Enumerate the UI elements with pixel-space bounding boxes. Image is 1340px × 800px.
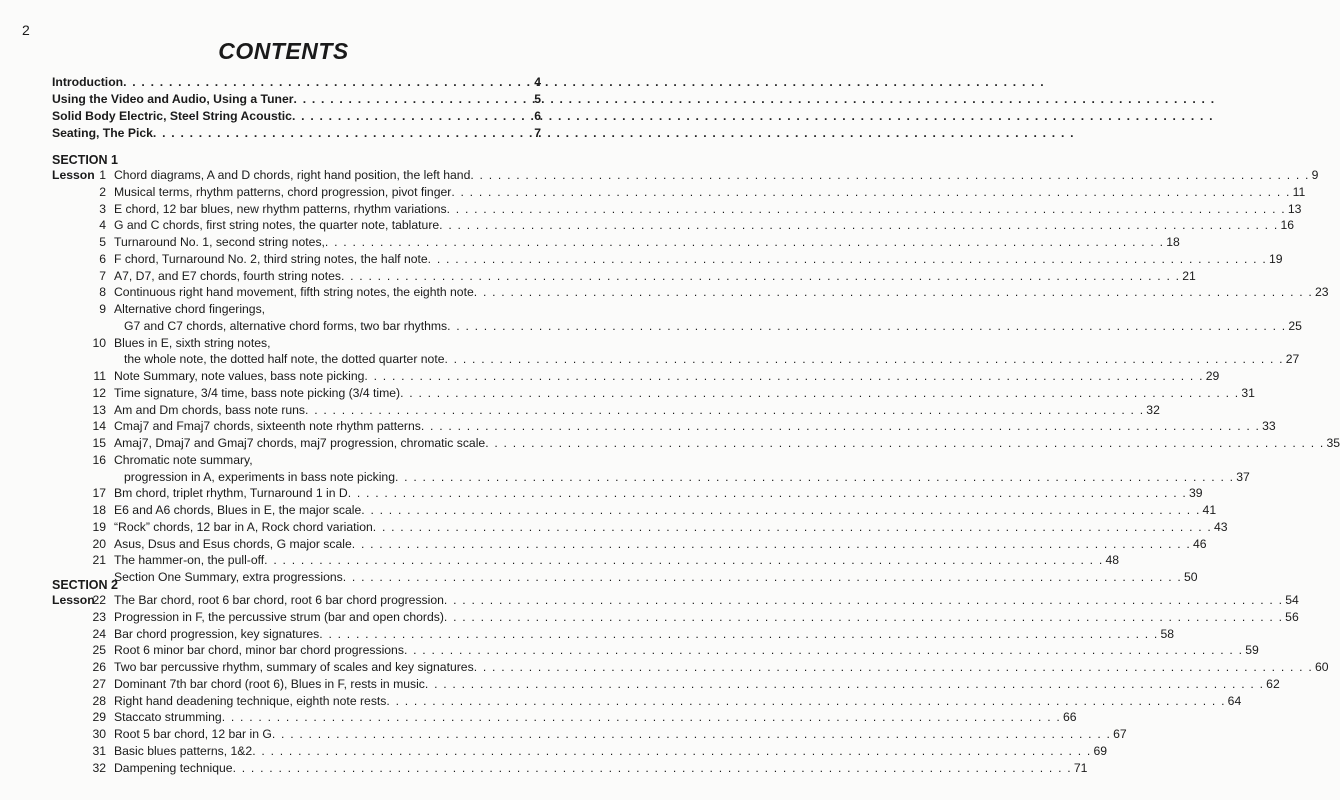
- leader-dots: [386, 693, 1225, 710]
- lesson-title: F chord, Turnaround No. 2, third string notes, the half note: [114, 251, 428, 266]
- lesson-number: 9: [99, 302, 106, 316]
- lesson-row[interactable]: [52, 469, 1250, 486]
- lesson-title: Dampening technique: [114, 760, 233, 775]
- leader-dots: [319, 626, 1158, 643]
- lesson-page: 25: [1288, 318, 1302, 333]
- lesson-number: 5: [99, 235, 106, 249]
- lesson-row[interactable]: [52, 659, 1329, 676]
- entry-page: 7: [534, 125, 541, 140]
- lesson-title: Bar chord progression, key signatures: [114, 626, 320, 641]
- entry-text: Solid Body Electric, Steel String Acoustic: [52, 108, 292, 123]
- leader-dots: [364, 368, 1203, 385]
- entry-text: Using the Video and Audio, Using a Tuner: [52, 91, 294, 106]
- leader-dots: [395, 469, 1234, 486]
- lesson-row[interactable]: [52, 217, 1294, 234]
- leader-dots: [444, 609, 1283, 626]
- lesson-row[interactable]: [52, 368, 1220, 385]
- leader-dots: [474, 659, 1313, 676]
- lesson-row[interactable]: [52, 167, 1319, 184]
- leader-dots: [445, 351, 1284, 368]
- leader-dots: [404, 642, 1243, 659]
- lesson-title: E6 and A6 chords, Blues in E, the major scale: [114, 503, 362, 517]
- lesson-title: Asus, Dsus and Esus chords, G major scale: [114, 536, 352, 551]
- lesson-title: Root 5 bar chord, 12 bar in G: [114, 727, 272, 741]
- lesson-row[interactable]: [52, 519, 1228, 536]
- lesson-row[interactable]: [52, 452, 541, 469]
- lesson-title: Time signature, 3/4 time, bass note picking (3/4 time): [114, 385, 401, 400]
- lesson-row[interactable]: [52, 592, 1299, 609]
- lesson-page: 69: [1093, 743, 1108, 758]
- toc-entry[interactable]: [52, 91, 541, 108]
- lesson-title: Chord diagrams, A and D chords, right hand position, the left hand: [114, 168, 471, 182]
- lesson-title: Continuous right hand movement, fifth string notes, the eighth note: [114, 285, 474, 300]
- lesson-page: 18: [1166, 235, 1180, 249]
- lesson-title: Note Summary, note values, bass note picking: [114, 369, 365, 383]
- lesson-row[interactable]: [52, 335, 541, 352]
- lesson-page: 60: [1314, 660, 1329, 674]
- entry-page: 4: [534, 75, 541, 89]
- leader-dots: [222, 709, 1061, 726]
- leader-dots: [485, 435, 1324, 452]
- lesson-row[interactable]: [52, 726, 1127, 743]
- lesson-number: 22: [92, 593, 106, 607]
- leader-dots: [444, 592, 1283, 609]
- lesson-number: 30: [92, 727, 106, 741]
- lesson-title: Staccato strumming: [114, 710, 222, 725]
- lesson-page: 13: [1287, 201, 1302, 216]
- leader-dots: [348, 485, 1187, 502]
- leader-dots: [425, 676, 1264, 693]
- lesson-page: 50: [1184, 570, 1198, 584]
- lesson-page: 21: [1182, 268, 1196, 283]
- leader-dots: [341, 268, 1180, 285]
- leader-dots: [233, 760, 1072, 777]
- lesson-number: 12: [92, 385, 106, 400]
- lesson-title: A7, D7, and E7 chords, fourth string notes: [114, 268, 341, 283]
- lesson-title: Amaj7, Dmaj7 and Gmaj7 chords, maj7 progression, chromatic scale: [114, 436, 486, 450]
- lesson-title: G7 and C7 chords, alternative chord forms, two bar rhythms: [124, 318, 448, 333]
- lesson-row[interactable]: [52, 184, 1306, 201]
- toc-entry[interactable]: [52, 125, 541, 142]
- lesson-page: 56: [1285, 609, 1299, 624]
- lesson-title: E chord, 12 bar blues, new rhythm patterns, rhythm variations: [114, 201, 447, 216]
- lesson-page: 19: [1268, 251, 1283, 266]
- lesson-page: 48: [1105, 553, 1119, 568]
- lesson-title: The Bar chord, root 6 bar chord, root 6 bar chord progression: [114, 593, 444, 607]
- lesson-row[interactable]: [52, 709, 1077, 726]
- leader-dots: [451, 184, 1290, 201]
- lesson-row[interactable]: [52, 435, 1340, 452]
- section-heading: SECTION 1: [52, 153, 118, 167]
- lesson-row[interactable]: [52, 318, 1302, 335]
- lesson-row[interactable]: [52, 642, 1259, 659]
- lesson-number: 27: [92, 676, 106, 691]
- leader-dots: [447, 201, 1286, 218]
- lesson-row[interactable]: [52, 251, 1283, 268]
- lesson-number: 2: [99, 184, 106, 199]
- lesson-title: Section One Summary, extra progressions: [114, 570, 343, 584]
- lesson-title: Bm chord, triplet rhythm, Turnaround 1 in D: [114, 486, 348, 501]
- lesson-number: 7: [99, 268, 106, 283]
- lesson-number: 1: [99, 168, 106, 182]
- lesson-row[interactable]: [52, 268, 1196, 285]
- lesson-title: “Rock” chords, 12 bar in A, Rock chord variation: [114, 519, 373, 534]
- lesson-page: 35: [1326, 436, 1340, 450]
- leader-dots: [439, 217, 1278, 234]
- lesson-number: 13: [92, 402, 106, 417]
- lesson-page: 54: [1285, 593, 1299, 607]
- lesson-page: 27: [1285, 352, 1300, 367]
- lesson-title: Right hand deadening technique, eighth note rests: [114, 693, 387, 708]
- lesson-title: Chromatic note summary,: [114, 452, 253, 467]
- lesson-page: 58: [1160, 626, 1175, 641]
- lesson-number: 23: [92, 609, 106, 624]
- lesson-title: Progression in F, the percussive strum (bar and open chords): [114, 609, 444, 624]
- lesson-page: 37: [1236, 469, 1250, 484]
- lesson-page: 11: [1292, 184, 1306, 199]
- lesson-number: 19: [92, 519, 106, 534]
- lesson-row[interactable]: [52, 552, 1119, 569]
- leader-dots: [361, 502, 1200, 519]
- lesson-row[interactable]: [52, 536, 1207, 553]
- lesson-number: 20: [92, 536, 106, 551]
- lesson-number: 8: [99, 285, 106, 300]
- lesson-number: 29: [92, 710, 106, 725]
- lesson-page: 9: [1311, 168, 1319, 182]
- leader-dots: [352, 536, 1191, 553]
- lesson-row[interactable]: [52, 485, 1203, 502]
- lesson-row[interactable]: [52, 301, 541, 318]
- leader-dots: [474, 284, 1313, 301]
- entry-page: 5: [534, 91, 541, 106]
- leader-dots: [447, 318, 1286, 335]
- leader-dots: [421, 418, 1260, 435]
- lesson-number: 32: [92, 760, 106, 775]
- lesson-page: 43: [1214, 519, 1228, 534]
- lesson-page: 32: [1146, 402, 1160, 417]
- lesson-page: 29: [1205, 369, 1220, 383]
- lesson-row[interactable]: [52, 743, 1108, 760]
- toc-entry[interactable]: [52, 74, 541, 91]
- lesson-number: 24: [92, 626, 106, 641]
- lesson-title: Dominant 7th bar chord (root 6), Blues in F, rests in music: [114, 676, 425, 691]
- leader-dots: [373, 519, 1212, 536]
- lesson-title: The hammer-on, the pull-off: [114, 553, 265, 568]
- entry-text: Introduction: [52, 75, 124, 89]
- lesson-title: progression in A, experiments in bass note picking: [124, 469, 395, 484]
- toc-entry[interactable]: [52, 108, 541, 125]
- lesson-title: the whole note, the dotted half note, the dotted quarter note: [124, 352, 445, 367]
- lesson-label: Lesson: [52, 168, 95, 182]
- section-heading: SECTION 2: [52, 578, 118, 592]
- lesson-label: Lesson: [52, 593, 95, 607]
- lesson-title: Turnaround No. 1, second string notes,: [114, 235, 325, 249]
- lesson-number: 4: [99, 218, 106, 233]
- lesson-page: 41: [1202, 503, 1217, 517]
- lesson-number: 10: [92, 335, 106, 350]
- lesson-title: Alternative chord fingerings,: [114, 302, 266, 316]
- lesson-number: 31: [92, 743, 106, 758]
- leader-dots: [252, 743, 1091, 760]
- lesson-title: Am and Dm chords, bass note runs: [114, 402, 306, 417]
- lesson-row[interactable]: [52, 676, 1280, 693]
- leader-dots: [264, 552, 1103, 569]
- lesson-page: 31: [1241, 385, 1255, 400]
- lesson-list: [52, 592, 1329, 776]
- entry-text: Seating, The Pick: [52, 125, 153, 140]
- lesson-title: Blues in E, sixth string notes,: [114, 335, 271, 350]
- lesson-title: Two bar percussive rhythm, summary of scales and key signatures: [114, 660, 474, 674]
- lesson-number: 11: [93, 369, 106, 383]
- section-1: [52, 153, 1340, 584]
- lesson-row[interactable]: [52, 284, 1329, 301]
- lesson-number: 15: [92, 436, 106, 450]
- leader-dots: [272, 726, 1111, 743]
- lesson-row[interactable]: [52, 402, 1160, 419]
- lesson-number: 28: [92, 693, 106, 708]
- page-title: CONTENTS: [218, 38, 349, 64]
- lesson-row[interactable]: [52, 234, 1180, 251]
- lesson-row[interactable]: [52, 693, 1242, 710]
- leader-dots: [400, 385, 1239, 402]
- lesson-page: 46: [1193, 536, 1207, 551]
- leader-dots: [470, 167, 1309, 184]
- intro-list: [52, 74, 541, 142]
- section-2: [52, 578, 1329, 775]
- lesson-row[interactable]: [52, 418, 1276, 435]
- lesson-title: Cmaj7 and Fmaj7 chords, sixteenth note rhythm patterns: [114, 419, 421, 434]
- leader-dots: [325, 234, 1164, 251]
- lesson-page: 62: [1266, 676, 1280, 691]
- lesson-number: 25: [92, 643, 106, 658]
- lesson-number: 26: [92, 660, 106, 674]
- lesson-row[interactable]: [52, 502, 1217, 519]
- lesson-number: 16: [92, 452, 106, 467]
- lesson-page: 66: [1062, 710, 1077, 725]
- lesson-row[interactable]: [52, 385, 1255, 402]
- lesson-number: 14: [92, 419, 106, 434]
- leader-dots: [305, 402, 1144, 419]
- lesson-row[interactable]: [52, 760, 1088, 777]
- lesson-number: 18: [92, 503, 106, 517]
- lesson-list: [52, 167, 1340, 586]
- lesson-page: 33: [1262, 419, 1276, 434]
- lesson-page: 23: [1315, 285, 1329, 300]
- entry-page: 6: [534, 108, 541, 123]
- lesson-title: Root 6 minor bar chord, minor bar chord progressions: [114, 643, 404, 658]
- lesson-title: G and C chords, first string notes, the quarter note, tablature: [114, 218, 440, 233]
- page-number: 2: [22, 22, 30, 38]
- lesson-page: 16: [1280, 218, 1294, 233]
- lesson-row[interactable]: [52, 201, 1302, 218]
- lesson-number: 3: [99, 201, 106, 216]
- lesson-page: 59: [1245, 643, 1259, 658]
- lesson-page: 71: [1073, 760, 1088, 775]
- lesson-number: 17: [92, 486, 106, 501]
- leader-dots: [428, 251, 1267, 268]
- lesson-row[interactable]: [52, 626, 1175, 643]
- lesson-title: Basic blues patterns, 1&2: [114, 743, 253, 758]
- lesson-page: 39: [1188, 486, 1203, 501]
- lesson-number: 21: [92, 553, 106, 568]
- lesson-page: 64: [1227, 693, 1242, 708]
- lesson-row[interactable]: [52, 351, 1300, 368]
- lesson-title: Musical terms, rhythm patterns, chord progression, pivot finger: [114, 184, 452, 199]
- lesson-number: 6: [99, 251, 106, 266]
- lesson-page: 67: [1113, 727, 1127, 741]
- lesson-row[interactable]: [52, 609, 1299, 626]
